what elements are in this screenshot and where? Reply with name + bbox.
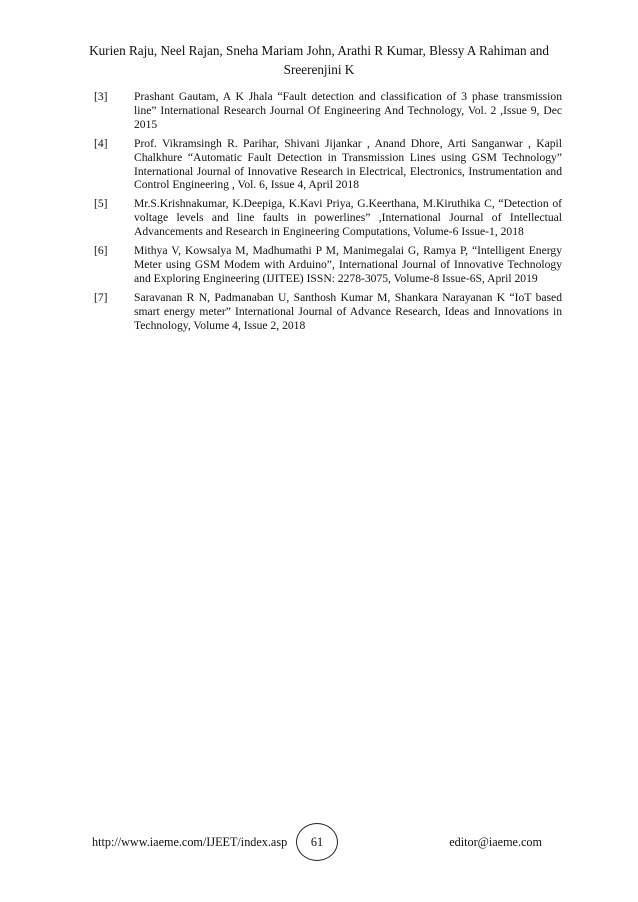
header-line-1: Kurien Raju, Neel Rajan, Sneha Mariam John, Arathi R Kumar, Blessy A Rahiman and <box>89 43 549 58</box>
reference-text: Prashant Gautam, A K Jhala “Fault detection and classification of 3 phase transmission line” International Research Journal Of Engineering And Technology, Vol. 2 ,Issue 9, Dec 2015 <box>134 90 562 131</box>
reference-number: [4] <box>94 136 108 150</box>
reference-item-3 <box>94 90 562 132</box>
reference-number: [3] <box>94 90 108 103</box>
reference-item-4 <box>94 137 562 193</box>
reference-item-7 <box>94 291 562 333</box>
reference-text: Mithya V, Kowsalya M, Madhumathi P M, Manimegalai G, Ramya P, “Intelligent Energy Meter using GSM Modem with Arduino”, International Journal of Innovative Technology and Exploring Engineering (IJITEE) ISSN: 2278-3075, Volume-8 Issue-6S, April 2019 <box>134 244 562 285</box>
reference-number: [6] <box>94 244 108 258</box>
page-number-circle <box>296 823 338 861</box>
header-line-2: Sreerenjini K <box>283 62 355 77</box>
footer-email[interactable]: editor@iaeme.com <box>449 835 542 849</box>
reference-list <box>94 90 562 338</box>
reference-text: Mr.S.Krishnakumar, K.Deepiga, K.Kavi Priya, G.Keerthana, M.Kiruthika C, “Detection of voltage levels and line faults in powerlines” ,International Journal of Intellectual Advancements and Research in Engineering Computations, Volume-6 Issue-1, 2018 <box>134 197 562 239</box>
page-number: 61 <box>310 834 324 849</box>
reference-text: Saravanan R N, Padmanaban U, Santhosh Kumar M, Shankara Narayanan K “IoT based smart energy meter” International Journal of Advance Research, Ideas and Innovations in Technology, Volume 4, Issue 2, 2018 <box>134 290 562 332</box>
reference-number: [7] <box>94 290 108 304</box>
reference-number: [5] <box>94 197 108 211</box>
running-header-authors <box>80 41 558 79</box>
page-footer <box>0 823 638 863</box>
reference-item-6 <box>94 244 562 286</box>
reference-item-5 <box>94 197 562 239</box>
reference-text: Prof. Vikramsingh R. Parihar, Shivani Jijankar , Anand Dhore, Arti Sanganwar , Kapil Chalkhure “Automatic Fault Detection in Transmission Lines using GSM Technology” International Journal of Innovative Research in Electrical, Electronics, Instrumentation and Control Engineering , Vol. 6, Issue 4, April 2018 <box>134 136 562 192</box>
footer-journal-url[interactable]: http://www.iaeme.com/IJEET/index.asp <box>92 835 288 849</box>
